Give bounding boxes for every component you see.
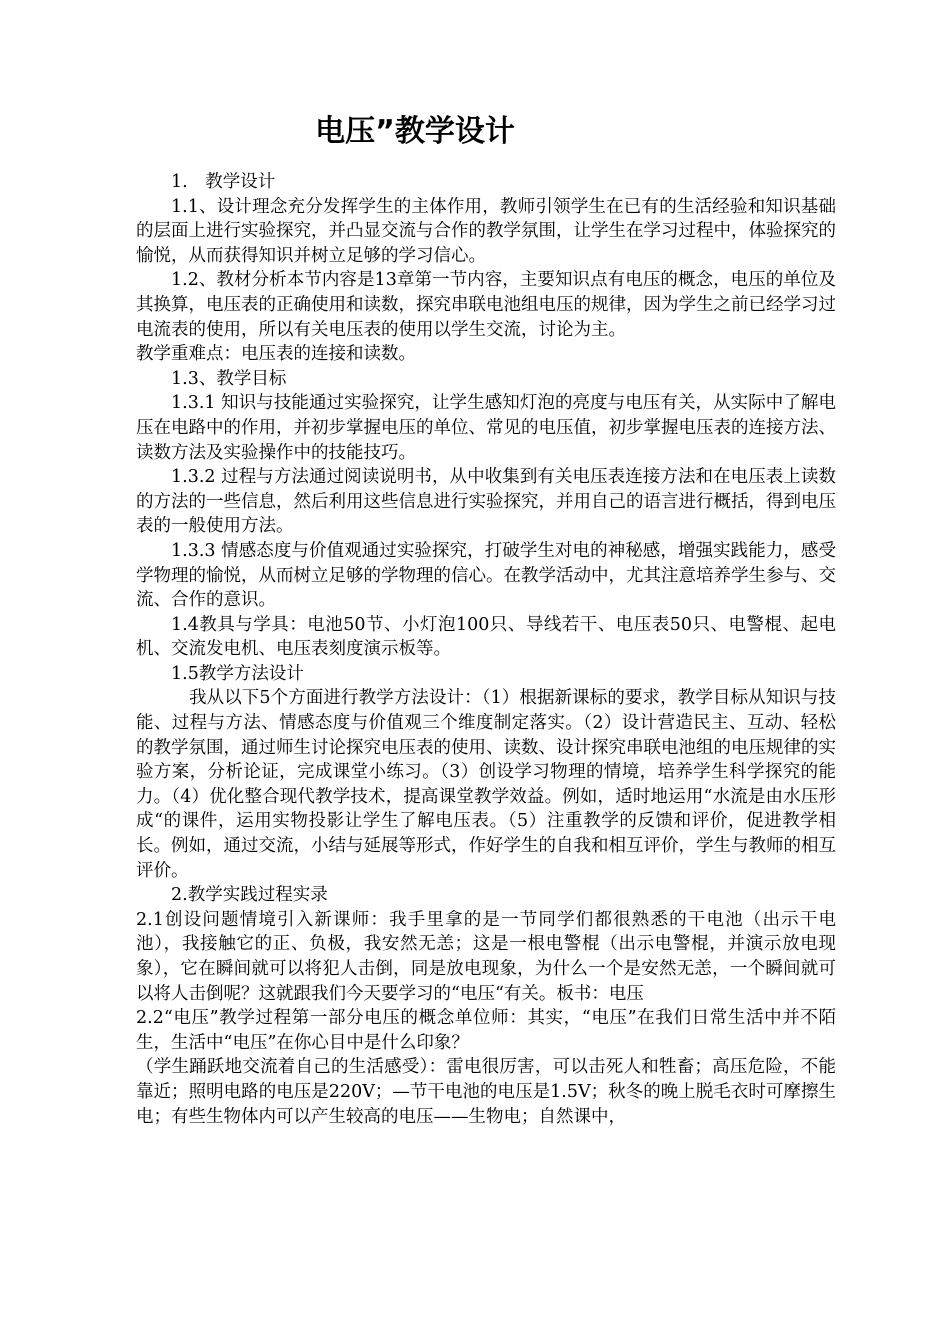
paragraph: 教学重难点：电压表的连接和读数。 <box>136 344 416 365</box>
paragraph: 1.2、教材分析本节内容是13章第一节内容，主要知识点有电压的概念，电压的单位及其换算，电压表的正确使用和读数，探究串联电池组电压的规律，因为学生之前已经学习过电流表的使用，所以有关电压表的使用以学生交流，讨论为主。 <box>136 270 836 340</box>
paragraph: 2.教学实践过程实录 <box>171 885 328 906</box>
paragraph: 2.2“电压”教学过程第一部分电压的概念单位师：其实，“电压”在我们日常生活中并不陌生，生活中“电压”在你心目中是什么印象？ <box>136 1008 836 1053</box>
paragraph: 1. 教学设计 <box>171 172 276 192</box>
paragraph: 1.4教具与学具：电池50节、小灯泡100只、导线若干、电压表50只、电警棍、起电机、交流发电机、电压表刻度演示板等。 <box>136 614 836 660</box>
paragraph: （学生踊跃地交流着自己的生活感受）：雷电很厉害，可以击死人和牲畜；高压危险，不能靠近；照明电路的电压是220V；—节干电池的电压是1.5V；秋冬的晚上脱毛衣时可摩擦生电；有些生物体内可以产生较高的电压——生物电；自然课中， <box>136 1057 836 1127</box>
paragraph: 1.5教学方法设计 <box>171 663 304 684</box>
paragraph: 2.1创设问题情境引入新课师：我手里拿的是一节同学们都很熟悉的干电池（出示干电池），我接触它的正、负极，我安然无恙；这是一根电警棍（出示电警棍，并演示放电现象），它在瞬间就可以将犯人击倒，同是放电现象，为什么一个是安然无恙，一个瞬间就可以将人击倒呢？这就跟我们今天要学习的“电压“有关。板书：电压 <box>136 909 836 1004</box>
document-body <box>136 170 836 1129</box>
paragraph: 1.3.1 知识与技能通过实验探究，让学生感知灯泡的亮度与电压有关，从实际中了解电压在电路中的作用，并初步掌握电压的单位、常见的电压值，初步掌握电压表的连接方法、读数方法及实验操作中的技能技巧。 <box>136 393 836 463</box>
paragraph: 1.3、教学目标 <box>171 368 287 389</box>
paragraph: 1.1、设计理念充分发挥学生的主体作用，教师引领学生在已有的生活经验和知识基础的层面上进行实验探究，并凸显交流与合作的教学氛围，让学生在学习过程中，体验探究的愉悦，从而获得知识并树立足够的学习信心。 <box>136 196 836 266</box>
document-title: 电压”教学设计 <box>315 114 515 149</box>
paragraph: 1.3.2 过程与方法通过阅读说明书，从中收集到有关电压表连接方法和在电压表上读数的方法的一些信息，然后利用这些信息进行实验探究，并用自己的语言进行概括，得到电压表的一般使用方法。 <box>136 467 836 537</box>
paragraph: 我从以下5个方面进行教学方法设计：（1）根据新课标的要求，教学目标从知识与技能、过程与方法、情感态度与价值观三个维度制定落实。（2）设计营造民主、互动、轻松的教学氛围，通过师生讨论探究电压表的使用、读数、设计探究串联电池组的电压规律的实验方案，分析论证，完成课堂小练习。（3）创设学习物理的情境，培养学生科学探究的能力。（4）优化整合现代教学技术，提高课堂教学效益。例如，适时地运用“水流是由水压形成“的课件，运用实物投影让学生了解电压表。（5）注重教学的反馈和评价，促进教学相长。例如，通过交流，小结与延展等形式，作好学生的自我和相互评价，学生与教师的相互评价。 <box>136 688 836 881</box>
paragraph: 1.3.3 情感态度与价值观通过实验探究，打破学生对电的神秘感，增强实践能力，感受学物理的愉悦，从而树立足够的学物理的信心。在教学活动中，尤其注意培养学生参与、交流、合作的意识。 <box>136 540 836 611</box>
